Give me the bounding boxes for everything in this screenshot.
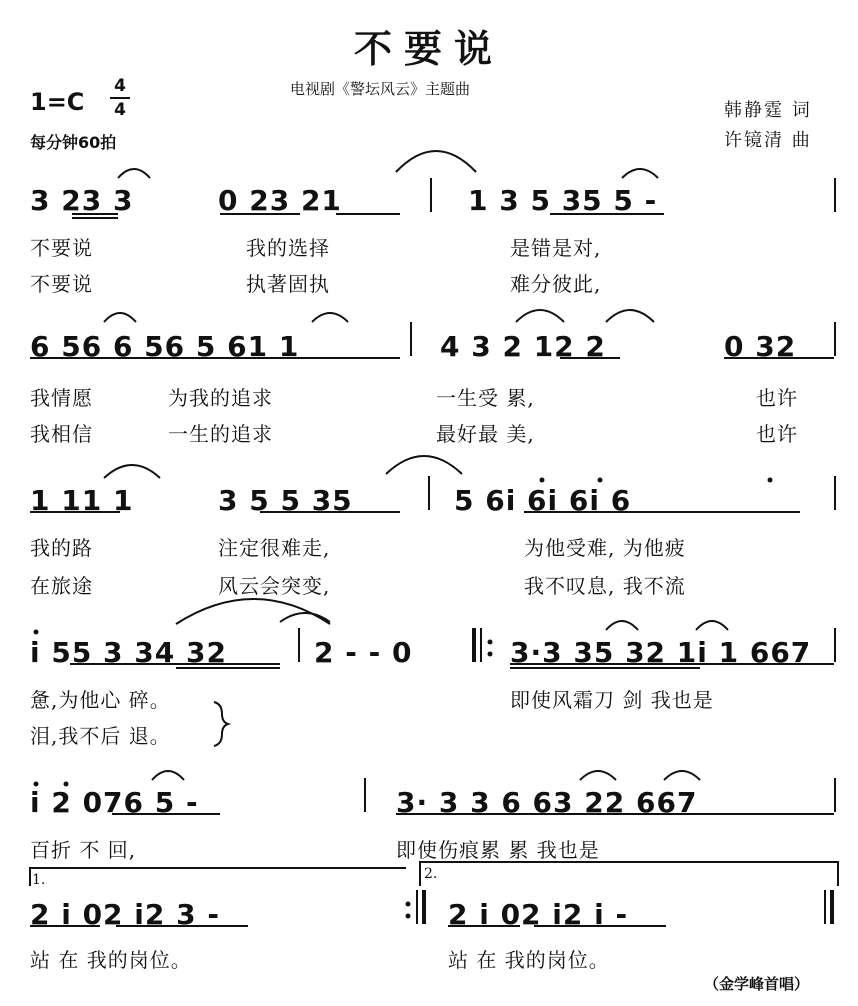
- slur: [606, 621, 638, 630]
- notes-line3-seg2: 3 5 5 35: [218, 484, 353, 517]
- lyric-line1a-seg2: 我的选择: [246, 236, 330, 260]
- lyric-line2a-seg3: 一生受 累,: [436, 386, 535, 410]
- repeat-dot: [406, 902, 411, 907]
- lyric-line1b-seg3: 难分彼此,: [510, 272, 602, 296]
- notes-line1-seg2: 0 23 21: [218, 184, 342, 217]
- lyric-line3a-seg1: 我的路: [30, 536, 93, 560]
- lyric-line5a-seg1: 百折 不 回,: [30, 838, 137, 862]
- lyric-line4b-seg1: 泪,我不后 退。: [30, 724, 171, 748]
- lyric-line2b-seg3: 最好最 美,: [436, 422, 535, 446]
- key-signature: 1=C: [30, 88, 85, 116]
- high-octave-dot: [598, 478, 603, 483]
- slur: [312, 313, 348, 322]
- lyric-line3a-seg2: 注定很难走,: [218, 536, 331, 560]
- ending-2-bracket: [420, 862, 838, 886]
- notes-line2-seg3: 0 32: [724, 330, 797, 363]
- notes-line1-seg3: 1 3 5 35 5 -: [468, 184, 658, 217]
- high-octave-dot: [540, 478, 545, 483]
- notes-line4-seg3: 3·3 35 32 1i 1 667: [510, 636, 812, 669]
- lyric-line3b-seg2: 风云会突变,: [218, 574, 331, 598]
- slur: [664, 771, 700, 780]
- lyric-line1a-seg3: 是错是对,: [510, 236, 602, 260]
- ending-1-label: 1.: [32, 872, 46, 888]
- repeat-dot: [406, 914, 411, 919]
- slur: [606, 310, 654, 322]
- lyric-line5a-seg2: 即使伤痕累 累 我也是: [396, 838, 600, 862]
- slur: [580, 771, 616, 780]
- high-octave-dot: [64, 782, 69, 787]
- slur: [118, 169, 150, 178]
- slur: [622, 169, 658, 178]
- tempo-marking: 每分钟60拍: [30, 133, 117, 152]
- time-signature-bottom: 4: [114, 100, 126, 120]
- notes-line2-seg2: 4 3 2 12 2: [440, 330, 606, 363]
- lyric-line3b-seg1: 在旅途: [30, 574, 93, 598]
- slur: [396, 151, 476, 172]
- lyric-line6-seg1: 站 在 我的岗位。: [30, 948, 192, 972]
- lyric-line2b-seg4: 也许: [756, 422, 798, 446]
- repeat-dot: [488, 652, 493, 657]
- lyric-line3a-seg3: 为他受难, 为他疲: [524, 536, 686, 560]
- lyric-line2a-seg4: 也许: [756, 386, 798, 410]
- slur: [386, 456, 462, 474]
- high-octave-dot: [34, 630, 39, 635]
- slur: [696, 621, 728, 630]
- lyric-line4a-seg1: 惫,为他心 碎。: [30, 688, 171, 712]
- notes-line5-seg1: i 2 076 5 -: [30, 786, 199, 819]
- slur: [516, 310, 564, 322]
- time-signature-top: 4: [114, 76, 126, 96]
- notes-line4-seg2: 2 - - 0: [314, 636, 413, 669]
- lyric-line1b-seg2: 执著固执: [246, 272, 330, 296]
- slur: [176, 599, 330, 624]
- slur: [104, 465, 160, 478]
- ending-2-label: 2.: [424, 866, 438, 882]
- singer-credit: （金学峰首唱）: [704, 975, 810, 993]
- lyric-line4a-seg2: 即使风霜刀 剑 我也是: [510, 688, 714, 712]
- lyric-line6-seg2: 站 在 我的岗位。: [448, 948, 610, 972]
- slur: [152, 771, 184, 780]
- notes-line2-seg1: 6 56 6 56 5 61 1: [30, 330, 300, 363]
- lyric-line2a-seg2: 为我的追求: [168, 386, 273, 410]
- high-octave-dot: [34, 782, 39, 787]
- composer-credit: 许镜清 曲: [724, 130, 812, 151]
- lyric-line1b-seg1: 不要说: [30, 272, 93, 296]
- slur: [104, 313, 136, 322]
- slur: [280, 613, 330, 622]
- song-subtitle: 电视剧《警坛风云》主题曲: [290, 80, 471, 98]
- notes-line6-seg1: 2 i 02 i2 3 -: [30, 898, 220, 931]
- lyric-line2a-seg1: 我情愿: [30, 386, 93, 410]
- lyric-line2b-seg2: 一生的追求: [168, 422, 273, 446]
- notes-line5-seg2: 3· 3 3 6 63 22 667: [396, 786, 698, 819]
- notes-line6-seg2: 2 i 02 i2 i -: [448, 898, 629, 931]
- notes-line3-seg3: 5 6i 6i 6i 6: [454, 484, 632, 517]
- notes-line3-seg1: 1 11 1: [30, 484, 134, 517]
- repeat-dot: [488, 640, 493, 645]
- lyric-line2b-seg1: 我相信: [30, 422, 93, 446]
- lyric-line1a-seg1: 不要说: [30, 236, 93, 260]
- high-octave-dot: [768, 478, 773, 483]
- verse-brace: [214, 702, 228, 746]
- ending-1-bracket: [30, 868, 406, 886]
- lyric-line3b-seg3: 我不叹息, 我不流: [524, 574, 686, 598]
- song-title: 不要说: [353, 26, 504, 71]
- notes-line4-seg1: i 55 3 34 32: [30, 636, 227, 669]
- notes-line1-seg1: 3 23 3: [30, 184, 134, 217]
- lyricist-credit: 韩静霆 词: [724, 100, 812, 121]
